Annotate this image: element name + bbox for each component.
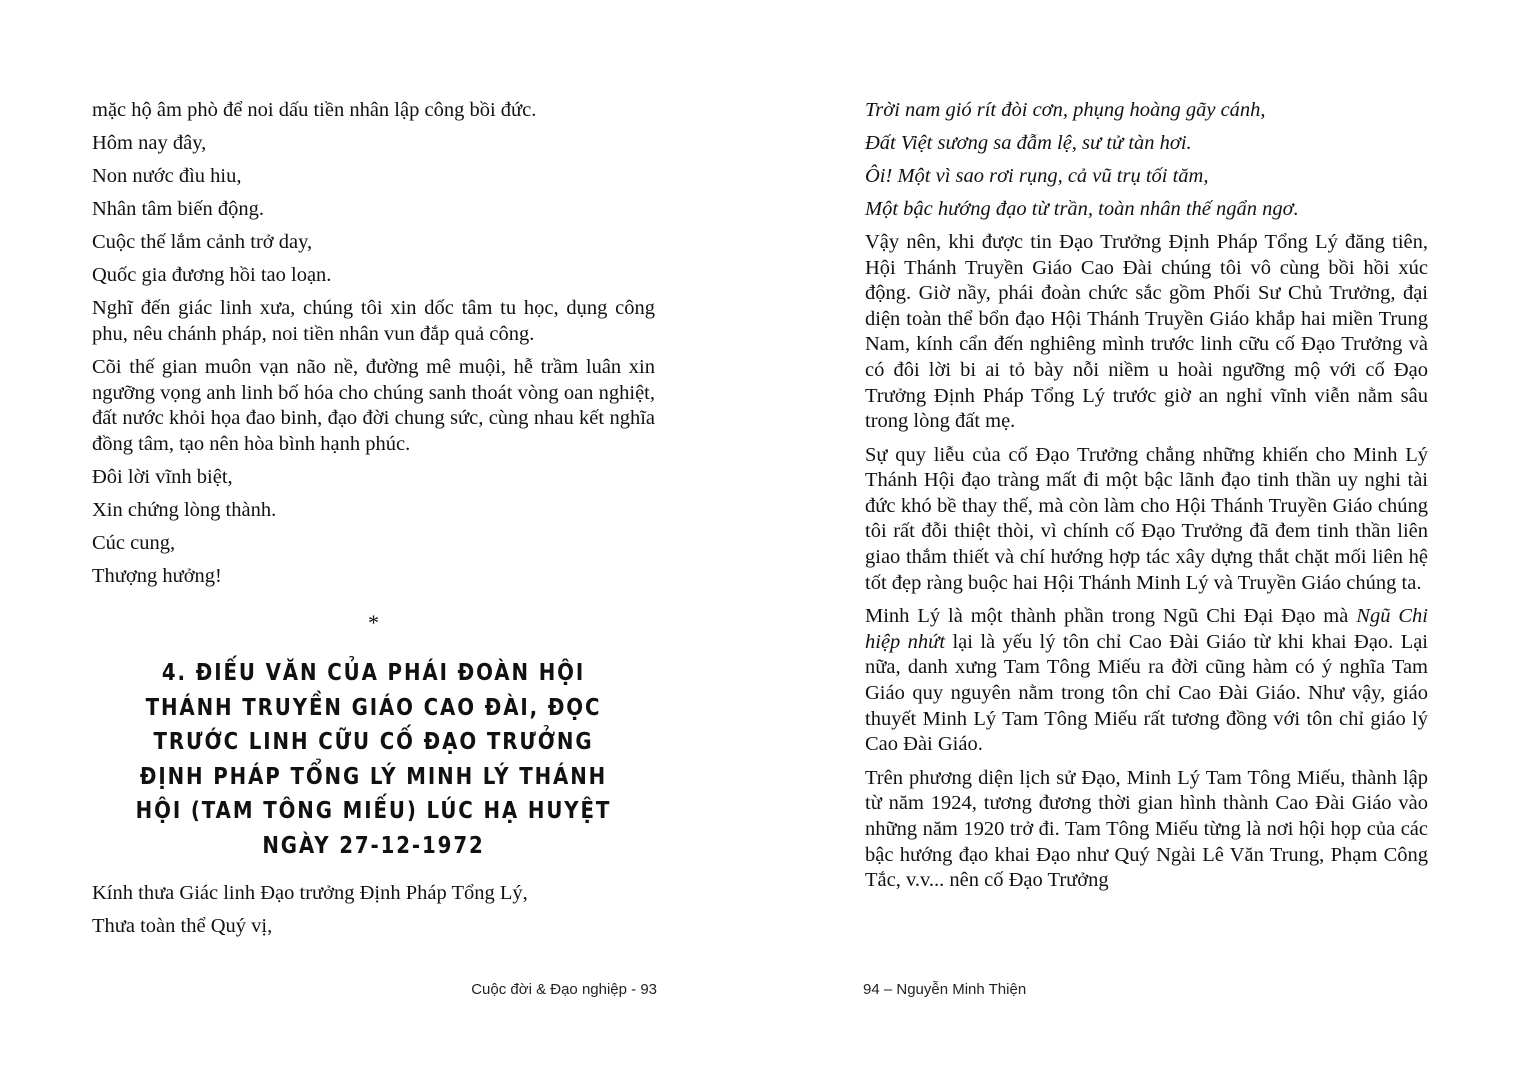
- closing-line: Thượng hưởng!: [92, 565, 222, 588]
- text-line: Nhân tâm biến động.: [92, 197, 264, 220]
- left-page: [0, 0, 760, 1075]
- section-separator: *: [368, 610, 379, 636]
- section-heading: 4. ĐIẾU VĂN CỦA PHÁI ĐOÀN HỘI THÁNH TRUYỀN GIÁO CAO ĐÀI, ĐỌC TRƯỚC LINH CỮU CỐ ĐẠO TRƯỞNG ĐỊNH PHÁP TỔNG LÝ MINH LÝ THÁNH HỘI (TAM TÔNG MIẾU) LÚC HẠ HUYỆT NGÀY 27-12-1972: [135, 660, 612, 859]
- verse-line: Trời nam gió rít đòi cơn, phụng hoàng gãy cánh,: [865, 99, 1266, 121]
- left-page-body: [92, 98, 655, 947]
- text-line: mặc hộ âm phò để noi dấu tiền nhân lập công bồi đức.: [92, 99, 537, 121]
- paragraph: Vậy nên, khi được tin Đạo Trưởng Định Pháp Tổng Lý đăng tiên, Hội Thánh Truyền Giáo Cao Đài chúng tôi vô cùng bồi hồi xúc động. Giờ nầy, phái đoàn chức sắc gồm Phối Sư Chủ Trưởng, đại diện toàn thể bổn đạo Hội Thánh Truyền Giáo khắp hai miền Trung Nam, kính cẩn đến nghiêng mình trước linh cữu cố Đạo Trưởng và có đôi lời bi ai tỏ bày nỗi niềm u hoài ngưỡng mộ với cố Đạo Trưởng Định Pháp Tổng Lý trước giờ an nghỉ vĩnh viễn nằm sâu trong lòng đất mẹ.: [865, 230, 1428, 433]
- text-line: Quốc gia đương hồi tao loạn.: [92, 263, 332, 286]
- text-line: Cuộc thế lắm cảnh trở day,: [92, 230, 313, 253]
- right-page: [760, 0, 1521, 1075]
- paragraph: Trên phương diện lịch sử Đạo, Minh Lý Tam Tông Miếu, thành lập từ năm 1924, tương đương thời gian hình thành Cao Đài Giáo vào những năm 1920 trở đi. Tam Tông Miếu từng là nơi hội họp của các bậc hướng đạo khai Đạo như Quý Ngài Lê Văn Trung, Phạm Công Tắc, v.v... nên cố Đạo Trưởng: [865, 766, 1428, 892]
- page-footer-right: 94 – Nguyễn Minh Thiện: [863, 981, 1027, 998]
- text-line: Non nước đìu hiu,: [92, 164, 242, 187]
- closing-line: Đôi lời vĩnh biệt,: [92, 466, 233, 489]
- paragraph: Cõi thế gian muôn vạn não nề, đường mê muội, hễ trầm luân xin ngưỡng vọng anh linh bố hóa cho chúng sanh thoát vòng oan nghiệt, đất nước khỏi họa đao binh, đạo đời chung sức, cùng nhau kết nghĩa đồng tâm, tạo nên hòa bình hạnh phúc.: [92, 356, 655, 455]
- closing-line: Xin chứng lòng thành.: [92, 499, 277, 522]
- paragraph: Nghĩ đến giác linh xưa, chúng tôi xin dốc tâm tu học, dụng công phu, nêu chánh pháp, noi tiền nhân vun đắp quả công.: [92, 296, 655, 345]
- text-line: Hôm nay đây,: [92, 131, 207, 154]
- page-footer-left: Cuộc đời & Đạo nghiệp - 93: [471, 981, 657, 998]
- closing-line: Cúc cung,: [92, 532, 176, 555]
- paragraph: Sự quy liễu của cố Đạo Trưởng chẳng những khiến cho Minh Lý Thánh Hội đạo tràng mất đi một bậc lãnh đạo tinh thần uy nghi tài đức khó bề thay thế, mà còn làm cho Hội Thánh Truyền Giáo chúng tôi rất đỗi thiệt thòi, vì chính cố Đạo Trưởng đã đem tinh thần liên giao thắm thiết và chí hướng hợp tác xây dựng thắt chặt mối liên hệ tốt đẹp ràng buộc hai Hội Thánh Minh Lý và Truyền Giáo chúng ta.: [865, 443, 1428, 594]
- verse-line: Một bậc hướng đạo từ trần, toàn nhân thế ngẩn ngơ.: [865, 197, 1299, 220]
- verse-line: Ôi! Một vì sao rơi rụng, cả vũ trụ tối tăm,: [865, 164, 1209, 187]
- salutation-line: Thưa toàn thể Quý vị,: [92, 915, 273, 937]
- right-page-body: [865, 98, 1428, 902]
- emphasis-text: Ngũ Chi hiệp nhứt: [865, 605, 1428, 653]
- paragraph-text: lại là yếu lý tôn chỉ Cao Đài Giáo từ khi khai Đạo. Lại nữa, danh xưng Tam Tông Miếu ra đời cũng hàm có ý nghĩa Tam Giáo quy nguyên nằm trong tôn chỉ Cao Đài Giáo. Như vậy, giáo thuyết Minh Lý Tam Tông Miếu rất tương đồng với tôn chỉ giáo lý Cao Đài Giáo.: [865, 630, 1429, 756]
- salutation-line: Kính thưa Giác linh Đạo trưởng Định Pháp Tổng Lý,: [92, 882, 528, 905]
- verse-line: Đất Việt sương sa đẫm lệ, sư tử tàn hơi.: [865, 131, 1192, 154]
- paragraph: [865, 604, 1428, 758]
- paragraph-text: Minh Lý là một thành phần trong Ngũ Chi Đại Đạo mà: [865, 605, 1357, 628]
